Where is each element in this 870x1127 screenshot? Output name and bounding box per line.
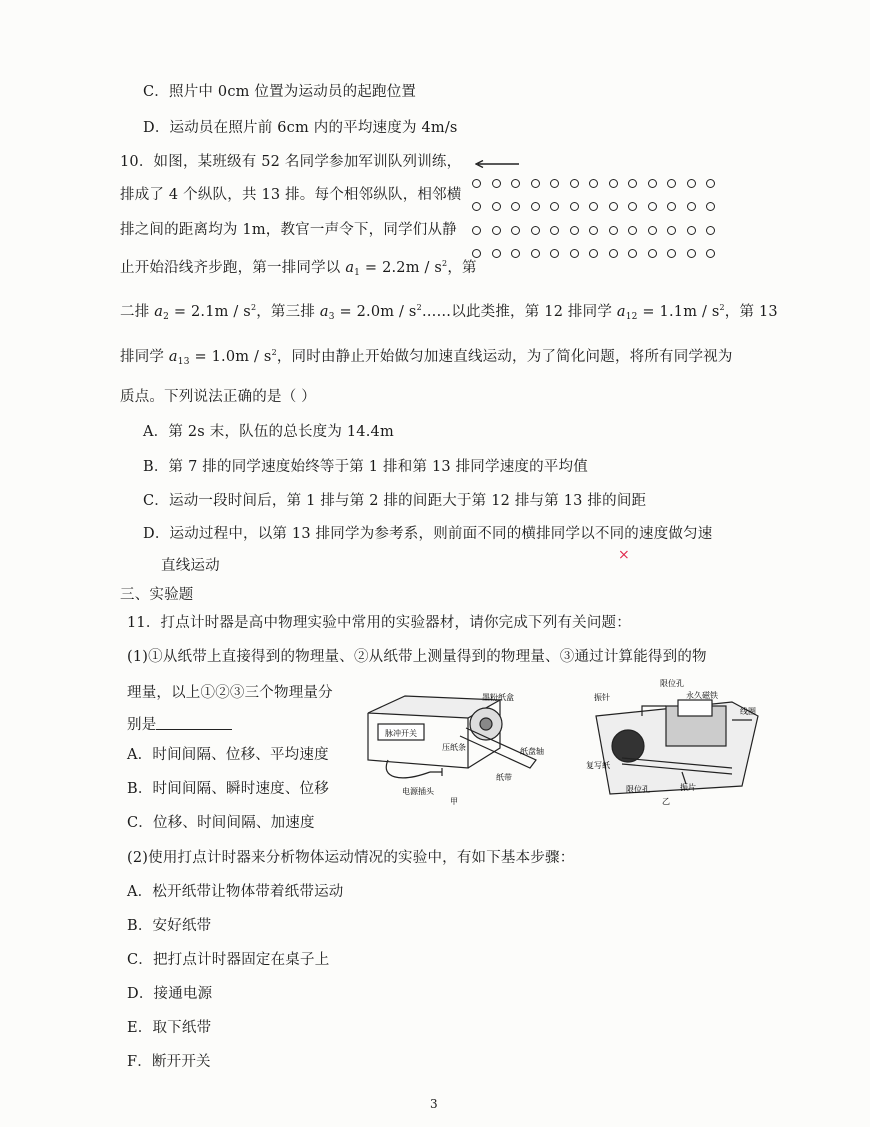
q11-line-1: 11．打点计时器是高中物理实验中常用的实验器材，请你完成下列有关问题：	[127, 615, 631, 631]
q10-option-d: D．运动过程中，以第 13 排同学为参考系，则前面不同的横排同学以不同的速度做匀速	[143, 526, 713, 542]
q10-option-d-cont: 直线运动	[161, 558, 220, 574]
student-dot	[648, 179, 657, 188]
student-dot	[511, 202, 520, 211]
label-tape: 纸带	[496, 773, 512, 782]
electromagnetic-timer-diagram	[582, 676, 772, 806]
handwritten-mark: ⨯	[618, 547, 630, 563]
q11-step-d: D．接通电源	[127, 986, 213, 1002]
student-dot	[492, 226, 501, 235]
formation-row	[472, 242, 726, 265]
q11-step-f: F．断开开关	[127, 1054, 211, 1070]
student-dot	[511, 179, 520, 188]
q11-option-a: A．时间间隔、位移、平均速度	[127, 747, 329, 763]
student-dot	[687, 249, 696, 258]
label-plug: 电源插头	[402, 787, 434, 796]
label-press-strip: 压纸条	[442, 743, 466, 752]
student-dot	[492, 249, 501, 258]
label-ink-box: 墨粉纸盒	[482, 693, 514, 702]
student-dot	[687, 202, 696, 211]
q11-part1-line-3: 别是	[127, 713, 232, 734]
student-dot	[667, 249, 676, 258]
student-dot	[589, 202, 598, 211]
label-reel-axis: 纸盘轴	[520, 747, 544, 756]
q11-step-b: B．安好纸带	[127, 918, 212, 934]
q10-option-a: A．第 2s 末，队伍的总长度为 14.4m	[143, 424, 394, 440]
student-dot	[687, 226, 696, 235]
student-dot	[687, 179, 696, 188]
label-needle: 振针	[594, 693, 610, 702]
q10-line-5: 二排 $a_2 = 2.1m / s^2$，第三排 $a_3 = 2.0m$ / $s^2\dots\dots$以此类推，第 12 排同学 $a_{12} = 1.1m / s^2$，第 13	[120, 303, 778, 322]
label-coil: 线圈	[740, 707, 756, 716]
student-dot	[472, 226, 481, 235]
spark-timer-diagram	[360, 688, 560, 806]
student-dot	[492, 179, 501, 188]
student-dot	[472, 249, 481, 258]
page-number: 3	[430, 1097, 438, 1111]
student-dot	[706, 226, 715, 235]
student-dot	[511, 249, 520, 258]
student-dot	[570, 249, 579, 258]
student-dot	[550, 226, 559, 235]
q11-option-b: B．时间间隔、瞬时速度、位移	[127, 781, 329, 797]
student-dot	[550, 202, 559, 211]
student-dot	[609, 202, 618, 211]
formation-grid	[472, 172, 726, 265]
student-dot	[648, 249, 657, 258]
student-dot	[492, 202, 501, 211]
q11-step-e: E．取下纸带	[127, 1020, 212, 1036]
direction-arrow-icon	[475, 160, 519, 168]
q10-line-1: 10．如图，某班级有 52 名同学参加军训队列训练，	[120, 154, 462, 170]
q10-line-6: 排同学 $a_{13} = 1.0m / s^2$，同时由静止开始做匀加速直线运动，为了简化问题，将所有同学视为	[120, 348, 733, 367]
q11-part2: (2)使用打点计时器来分析物体运动情况的实验中，有如下基本步骤：	[127, 850, 575, 866]
student-dot	[531, 249, 540, 258]
student-dot	[570, 202, 579, 211]
student-dot	[667, 202, 676, 211]
q11-part1-line-1: (1)①从纸带上直接得到的物理量、②从纸带上测量得到的物理量、③通过计算能得到的物	[127, 649, 707, 665]
answer-blank	[156, 717, 232, 730]
student-dot	[531, 226, 540, 235]
section-heading: 三、实验题	[120, 587, 194, 603]
student-dot	[589, 226, 598, 235]
q9-option-c: C．照片中 0cm 位置为运动员的起跑位置	[143, 84, 417, 100]
q10-line-2: 排成了 4 个纵队，共 13 排。每个相邻纵队，相邻横	[120, 187, 462, 203]
q11-step-a: A．松开纸带让物体带着纸带运动	[127, 884, 344, 900]
student-dot	[667, 179, 676, 188]
label-switch: 脉冲开关	[385, 729, 417, 738]
formation-row	[472, 219, 726, 242]
student-dot	[648, 226, 657, 235]
q10-line-4: 止开始沿线齐步跑，第一排同学以 $a_1 = 2.2m / s^2$，第	[120, 259, 477, 278]
caption-yi: 乙	[662, 797, 670, 806]
student-dot	[628, 249, 637, 258]
label-limit-hole-bottom: 限位孔	[626, 785, 650, 794]
q10-option-c: C．运动一段时间后，第 1 排与第 2 排的间距大于第 12 排与第 13 排的间距	[143, 493, 647, 509]
student-dot	[570, 179, 579, 188]
q9-option-d: D．运动员在照片前 6cm 内的平均速度为 4m/s	[143, 120, 458, 136]
q11-option-c: C．位移、时间间隔、加速度	[127, 815, 315, 831]
student-dot	[589, 179, 598, 188]
student-dot	[706, 179, 715, 188]
student-dot	[667, 226, 676, 235]
formation-row	[472, 195, 726, 218]
student-dot	[570, 226, 579, 235]
student-dot	[472, 179, 481, 188]
student-dot	[628, 226, 637, 235]
student-dot	[706, 249, 715, 258]
student-dot	[550, 249, 559, 258]
student-dot	[609, 249, 618, 258]
student-dot	[511, 226, 520, 235]
label-limit-hole-top: 限位孔	[660, 679, 684, 688]
student-dot	[550, 179, 559, 188]
q10-option-b: B．第 7 排的同学速度始终等于第 1 排和第 13 排同学速度的平均值	[143, 459, 588, 475]
label-carbon-paper: 复写纸	[586, 761, 610, 770]
formation-row	[472, 172, 726, 195]
student-dot	[609, 226, 618, 235]
student-dot	[531, 179, 540, 188]
q10-line-7: 质点。下列说法正确的是（ ）	[120, 389, 316, 405]
student-dot	[609, 179, 618, 188]
student-dot	[531, 202, 540, 211]
student-dot	[628, 179, 637, 188]
label-magnet: 永久磁铁	[686, 691, 718, 700]
label-reed: 振片	[680, 783, 696, 792]
caption-jia: 甲	[450, 797, 458, 806]
student-dot	[628, 202, 637, 211]
student-dot	[589, 249, 598, 258]
student-dot	[472, 202, 481, 211]
student-dot	[648, 202, 657, 211]
q11-part1-line-2: 理量，以上①②③三个物理量分	[127, 685, 333, 701]
q11-step-c: C．把打点计时器固定在桌子上	[127, 952, 330, 968]
q10-line-3: 排之间的距离均为 1m，教官一声令下，同学们从静	[120, 222, 457, 238]
student-dot	[706, 202, 715, 211]
